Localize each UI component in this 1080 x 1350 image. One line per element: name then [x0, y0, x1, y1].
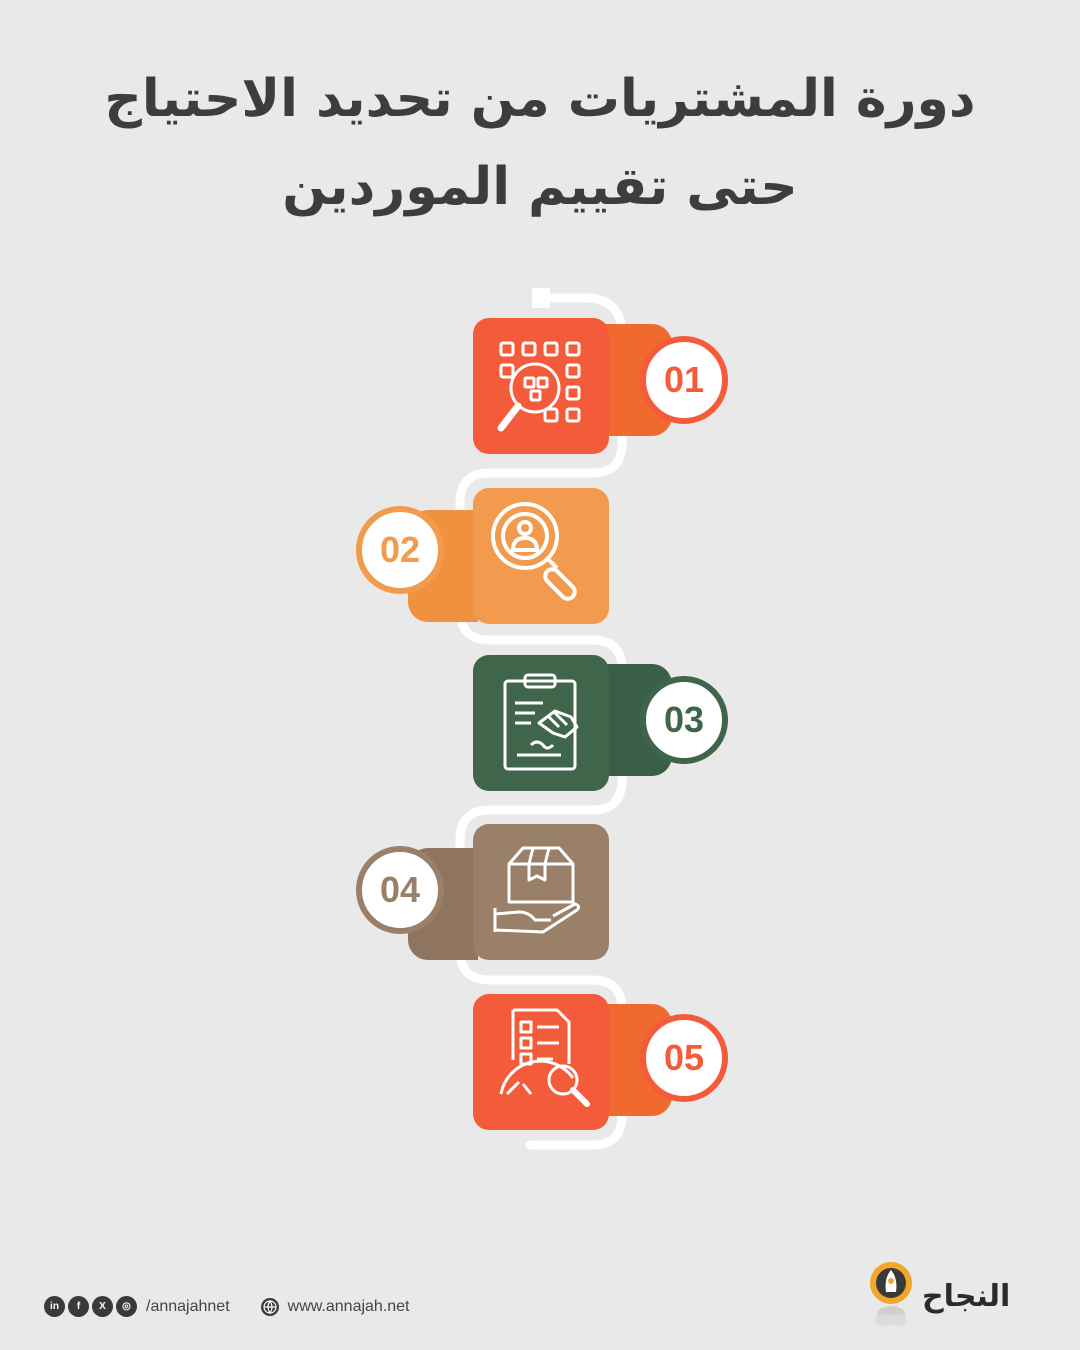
- step-4-number: 04: [356, 846, 444, 934]
- package-hand-icon: [473, 824, 609, 960]
- step-5-number: 05: [640, 1014, 728, 1102]
- step-4-icon-box: [473, 824, 609, 960]
- x-icon[interactable]: X: [92, 1296, 113, 1317]
- brand-logo: [868, 1260, 1010, 1332]
- website-link[interactable]: www.annajah.net: [287, 1297, 410, 1315]
- globe-icon: [260, 1297, 280, 1317]
- step-1-icon-box: [473, 318, 609, 454]
- contract-handshake-icon: [473, 655, 609, 791]
- step-3-number: 03: [640, 676, 728, 764]
- step-5-icon-box: [473, 994, 609, 1130]
- person-search-icon: [473, 488, 609, 624]
- facebook-icon[interactable]: f: [68, 1296, 89, 1317]
- step-2-number: 02: [356, 506, 444, 594]
- rocket-logo-icon: [868, 1260, 914, 1332]
- social-handle[interactable]: /annajahnet: [146, 1297, 230, 1315]
- title-line-1: دورة المشتريات من تحديد الاحتياج: [104, 69, 976, 129]
- footer: [44, 1296, 410, 1317]
- title-line-2: حتى تقييم الموردين: [282, 157, 798, 217]
- instagram-icon[interactable]: ◎: [116, 1296, 137, 1317]
- logo-text: النجاح: [922, 1278, 1011, 1314]
- step-3-icon-box: [473, 655, 609, 791]
- checklist-gauge-icon: [473, 994, 609, 1130]
- linkedin-icon[interactable]: in: [44, 1296, 65, 1317]
- step-1-number: 01: [640, 336, 728, 424]
- step-2-icon-box: [473, 488, 609, 624]
- grid-search-icon: [473, 318, 609, 454]
